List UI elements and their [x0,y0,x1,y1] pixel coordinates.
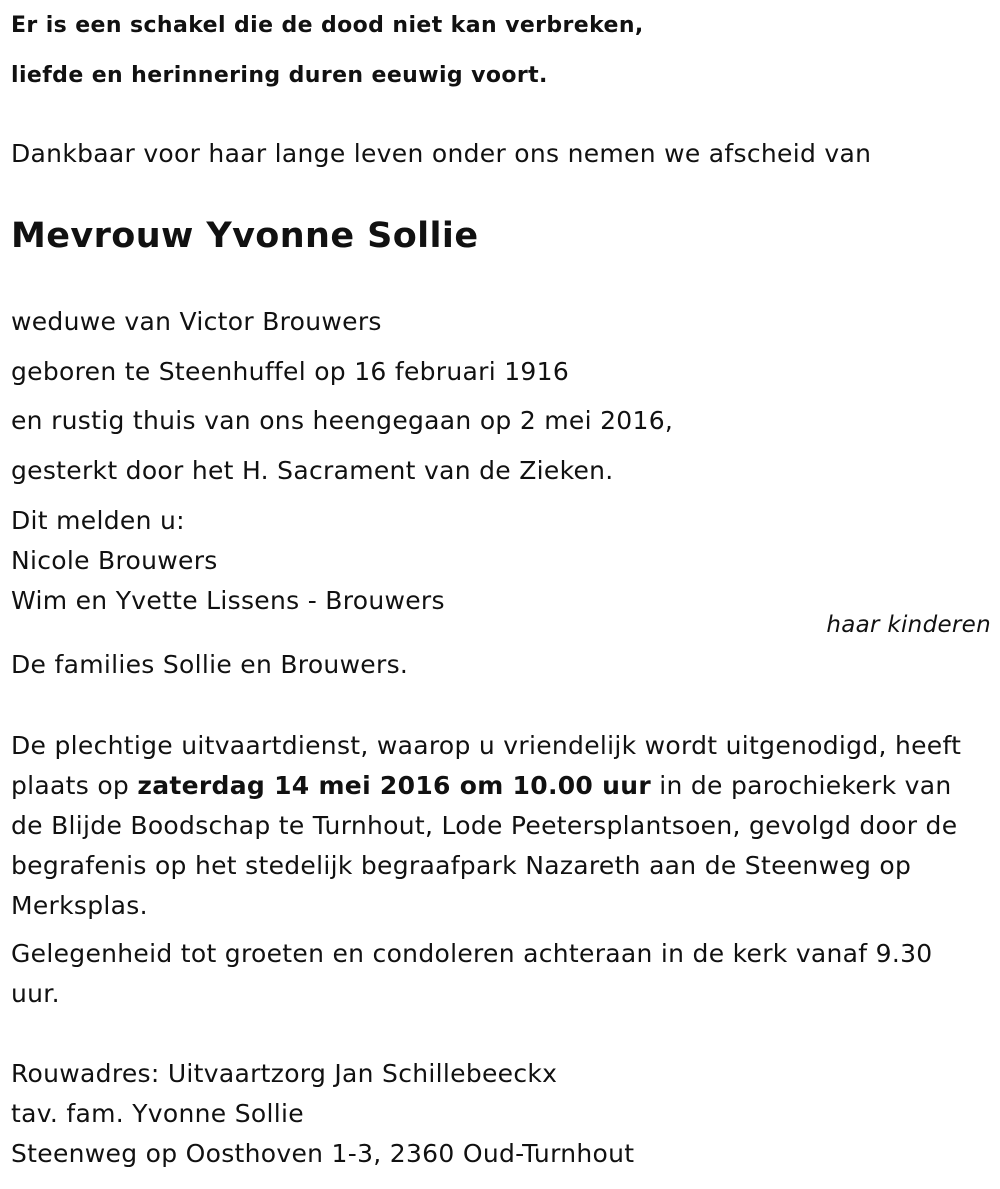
detail-sacrament: gesterkt door het H. Sacrament van de Zieken. [11,456,614,485]
detail-death: en rustig thuis van ons heengegaan op 2 mei 2016, [11,406,674,435]
motto-line-1: Er is een schakel die de dood niet kan verbreken, [11,13,644,38]
motto-line-2: liefde en herinnering duren eeuwig voort. [11,63,548,88]
service-text-after: in de parochiekerk van de Blijde Boodschap te Turnhout, Lode Peetersplantsoen, gevolgd door de begrafenis op het stedelijk begraafpark Nazareth aan de Steenweg op Merksplas. [11,771,958,920]
announcers-heading: Dit melden u: [11,506,185,535]
address-line-2: tav. fam. Yvonne Sollie [11,1099,304,1128]
service-text-before: De plechtige uitvaartdienst, waarop u vriendelijk wordt uitgenodigd, heeft plaats op [11,731,962,800]
detail-birth: geboren te Steenhuffel op 16 februari 1916 [11,357,570,386]
announcer-families: De families Sollie en Brouwers. [11,650,409,679]
service-datetime: zaterdag 14 mei 2016 om 10.00 uur [137,771,651,800]
announcer-child-2: Wim en Yvette Lissens - Brouwers [11,586,445,615]
condolences-paragraph: Gelegenheid tot groeten en condoleren achteraan in de kerk vanaf 9.30 uur. [11,939,933,1008]
intro-text: Dankbaar voor haar lange leven onder ons nemen we afscheid van [11,139,872,168]
service-paragraph [11,726,986,926]
address-line-3: Steenweg op Oosthoven 1-3, 2360 Oud-Turnhout [11,1139,635,1168]
deceased-name: Mevrouw Yvonne Sollie [11,216,479,256]
detail-widow: weduwe van Victor Brouwers [11,307,382,336]
children-relation-label: haar kinderen [826,612,991,638]
address-line-1: Rouwadres: Uitvaartzorg Jan Schillebeeckx [11,1059,558,1088]
announcer-child-1: Nicole Brouwers [11,546,218,575]
